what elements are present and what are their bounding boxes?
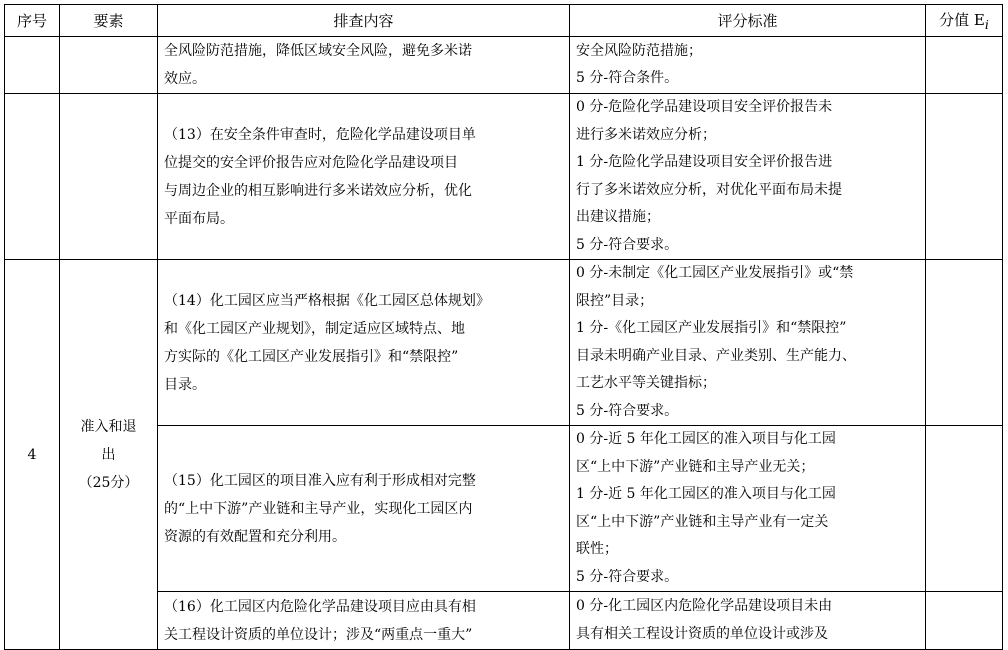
criteria-line: 目录未明确产业目录、产业类别、生产能力、 [576,347,856,364]
criteria-line: 具有相关工程设计资质的单位设计或涉及 [576,625,828,642]
criteria-line: 5 分-符合要求。 [576,568,679,585]
criteria-cell [570,37,926,94]
element-line: 出 [101,446,116,463]
content-line: （16）化工园区内危险化学品建设项目应由具有相 [164,598,476,615]
score-cell [926,426,1003,592]
content-line: 和《化工园区产业规划》，制定适应区域特点、地 [164,320,465,337]
content-line: 平面布局。 [164,210,234,227]
index-cell [5,94,60,260]
header-score-sub: i [984,17,989,32]
score-cell [926,260,1003,426]
criteria-cell [570,260,926,426]
content-cell [158,260,570,426]
criteria-line: 区“上中下游”产业链和主导产业有一定关 [576,513,829,530]
criteria-line: 行了多米诺效应分析，对优化平面布局未提 [576,181,842,198]
criteria-line: 工艺水平等关键指标； [576,375,716,391]
header-row [5,5,1003,37]
criteria-line: 0 分-未制定《化工园区产业发展指引》或“禁 [576,265,854,281]
criteria-line: 0 分-危险化学品建设项目安全评价报告未 [576,99,833,115]
criteria-line: 1 分-危险化学品建设项目安全评价报告进 [576,154,833,170]
criteria-line: 0 分-化工园区内危险化学品建设项目未由 [576,598,833,614]
criteria-line: 限控”目录； [576,292,654,309]
content-line: 位提交的安全评价报告应对危险化学品建设项目 [164,154,458,171]
content-cell [158,592,570,650]
content-line: 的“上中下游”产业链和主导产业，实现化工园区内 [164,500,473,517]
table-row [5,37,1003,94]
content-line: 方实际的《化工园区产业发展指引》和“禁限控” [164,348,459,365]
criteria-line: 5 分-符合要求。 [576,402,679,419]
table-row [5,94,1003,260]
criteria-cell [570,94,926,260]
criteria-line: 出建议措施； [576,209,660,225]
content-cell [158,426,570,592]
criteria-line: 1 分-近 5 年化工园区的准入项目与化工园 [576,486,836,502]
criteria-line: 进行多米诺效应分析； [576,126,716,143]
header-index: 序号 [5,5,60,37]
content-cell [158,37,570,94]
criteria-cell [570,592,926,650]
element-cell [60,37,158,94]
criteria-line: 联性； [576,541,618,557]
element-line: （25分） [78,474,139,491]
criteria-line: 5 分-符合要求。 [576,236,679,253]
header-check-content: 排查内容 [158,5,570,37]
content-line: （14）化工园区应当严格根据《化工园区总体规划》 [164,292,490,309]
group-index-cell: 4 [5,260,60,650]
score-cell [926,94,1003,260]
index-cell [5,37,60,94]
criteria-line: 安全风险防范措施； [576,42,702,59]
element-line: 准入和退 [80,418,137,435]
content-line: 目录。 [164,376,206,393]
header-element: 要素 [60,5,158,37]
content-line: 效应。 [164,71,206,87]
criteria-cell [570,426,926,592]
criteria-line: 1 分-《化工园区产业发展指引》和“禁限控” [576,320,847,336]
content-line: 关工程设计资质的单位设计；涉及“两重点一重大” [164,626,473,643]
content-line: 全风险防范措施，降低区域安全风险，避免多米诺 [164,43,472,59]
checklist-table [4,4,1003,650]
content-line: 与周边企业的相互影响进行多米诺效应分析，优化 [164,182,472,199]
criteria-line: 5 分-符合条件。 [576,70,679,86]
score-cell [926,37,1003,94]
criteria-line: 区“上中下游”产业链和主导产业无关； [576,458,815,475]
content-line: （13）在安全条件审查时，危险化学品建设项目单 [164,126,476,143]
header-score-label: 分值 E [939,11,985,29]
content-cell [158,94,570,260]
content-line: （15）化工园区的项目准入应有利于形成相对完整 [164,472,476,489]
group-element-cell [60,260,158,650]
table-row [5,260,1003,426]
header-criteria: 评分标准 [570,5,926,37]
element-cell [60,94,158,260]
score-cell [926,592,1003,650]
content-line: 资源的有效配置和充分利用。 [164,528,346,545]
header-score [926,5,1003,37]
criteria-line: 0 分-近 5 年化工园区的准入项目与化工园 [576,431,836,447]
